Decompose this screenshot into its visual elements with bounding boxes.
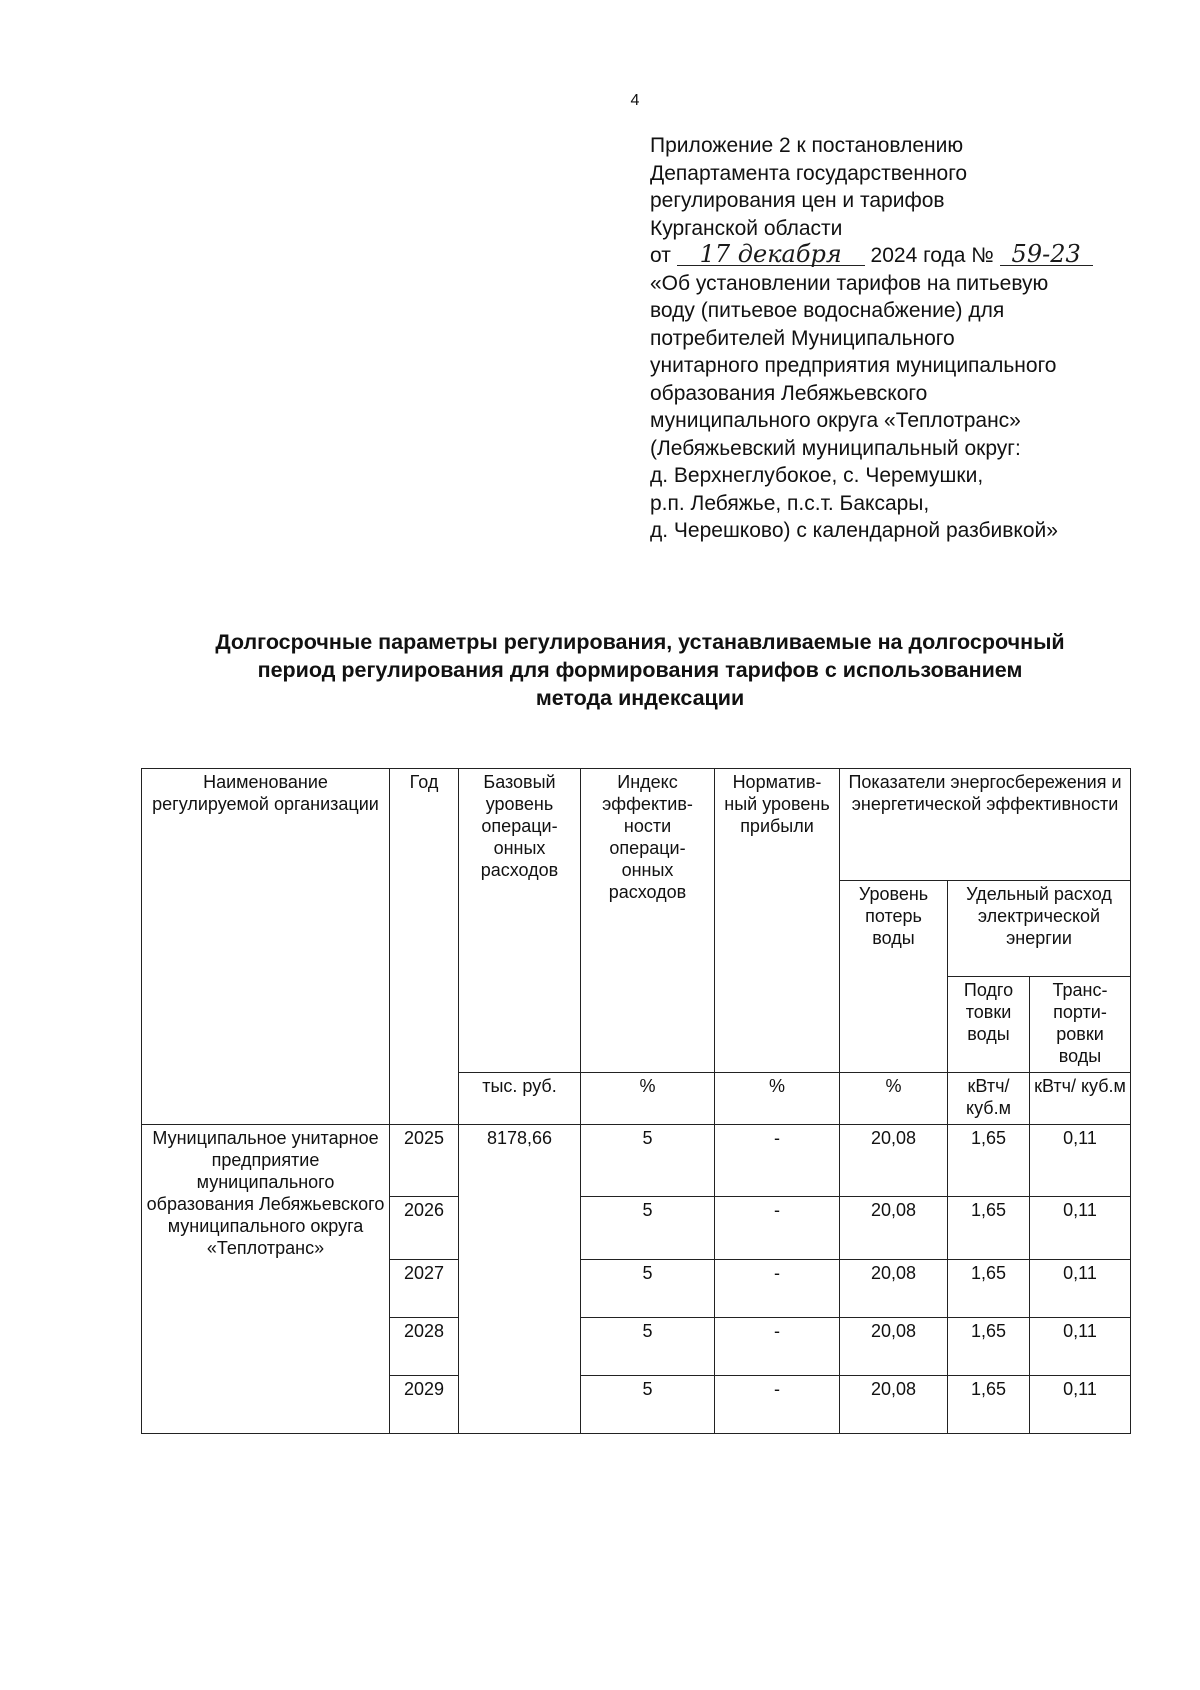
cell-transport: 0,11 [1030,1125,1131,1197]
title-line: метода индексации [535,686,745,710]
organization-name: Муниципальное унитарное предприятие муниципального образования Лебяжьевского муниципального округа «Теплотранс» [142,1125,390,1434]
header-profit-level: Норматив-ный уровень прибыли [715,769,840,1073]
unit-profit-level: % [715,1073,840,1125]
cell-year: 2025 [390,1125,459,1197]
appendix-line: д. Черешково) с календарной разбивкой» [650,519,1058,542]
table-row [142,1125,1131,1197]
cell-prep: 1,65 [948,1318,1030,1376]
cell-base-level: 8178,66 [459,1125,581,1434]
cell-index: 5 [581,1260,715,1318]
appendix-line: воду (питьевое водоснабжение) для [650,299,1005,322]
cell-prep: 1,65 [948,1376,1030,1434]
cell-profit: - [715,1125,840,1197]
cell-transport: 0,11 [1030,1197,1131,1260]
year-text: 2024 года № [870,244,994,267]
cell-index: 5 [581,1197,715,1260]
cell-year: 2027 [390,1260,459,1318]
appendix-line: «Об установлении тарифов на питьевую [650,271,1049,295]
cell-prep: 1,65 [948,1197,1030,1260]
header-efficiency-index: Индекс эффектив-ности операци-онных расходов [581,769,715,1073]
unit-transportation: кВтч/ куб.м [1030,1073,1131,1125]
cell-prep: 1,65 [948,1125,1030,1197]
appendix-line: Департамента государственного [650,161,968,185]
cell-profit: - [715,1260,840,1318]
cell-transport: 0,11 [1030,1318,1131,1376]
header-org: Наименование регулируемой организации [142,769,390,1125]
cell-profit: - [715,1376,840,1434]
header-year: Год [390,769,459,1125]
handwritten-number: 59-23 [1000,243,1093,266]
appendix-line: образования Лебяжьевского [650,381,928,405]
from-prefix: от [650,244,671,267]
cell-loss: 20,08 [840,1318,948,1376]
cell-year: 2028 [390,1318,459,1376]
appendix-line: Приложение 2 к постановлению [650,134,964,157]
cell-year: 2029 [390,1376,459,1434]
appendix-line: регулирования цен и тарифов [650,189,945,212]
unit-efficiency-index: % [581,1073,715,1125]
cell-loss: 20,08 [840,1197,948,1260]
cell-index: 5 [581,1376,715,1434]
cell-transport: 0,11 [1030,1376,1131,1434]
header-electricity-rate: Удельный расход электрической энергии [948,881,1131,977]
handwritten-date: 17 декабря [677,243,865,266]
appendix-line: муниципального округа «Теплотранс» [650,409,1021,432]
appendix-date-line [650,242,1160,270]
page-number: 4 [630,92,640,109]
title-line: период регулирования для формирования тарифов с использованием [257,658,1023,682]
title-line: Долгосрочные параметры регулирования, устанавливаемые на долгосрочный [215,630,1065,654]
unit-preparation: кВтч/ куб.м [948,1073,1030,1125]
cell-loss: 20,08 [840,1376,948,1434]
parameters-table [141,768,1131,1434]
cell-year: 2026 [390,1197,459,1260]
unit-water-loss: % [840,1073,948,1125]
cell-loss: 20,08 [840,1125,948,1197]
header-preparation: Подго товки воды [948,977,1030,1073]
header-water-loss: Уровень потерь воды [840,881,948,1073]
cell-transport: 0,11 [1030,1260,1131,1318]
appendix-line: потребителей Муниципального [650,326,955,350]
header-energy-indicators: Показатели энергосбережения и энергетической эффективности [840,769,1131,881]
unit-base-level: тыс. руб. [459,1073,581,1125]
appendix-line: (Лебяжьевский муниципальный округ: [650,436,1021,460]
cell-profit: - [715,1197,840,1260]
header-transportation: Транс-порти-ровки воды [1030,977,1131,1073]
appendix-line: р.п. Лебяжье, п.с.т. Баксары, [650,491,930,515]
cell-prep: 1,65 [948,1260,1030,1318]
cell-profit: - [715,1318,840,1376]
header-base-level: Базовый уровень операци-онных расходов [459,769,581,1073]
appendix-line: унитарного предприятия муниципального [650,354,1057,377]
cell-index: 5 [581,1318,715,1376]
cell-index: 5 [581,1125,715,1197]
cell-loss: 20,08 [840,1260,948,1318]
appendix-line: д. Верхнеглубокое, с. Черемушки, [650,464,984,487]
document-title [110,628,1170,712]
appendix-block [650,132,1160,545]
appendix-line: Курганской области [650,216,843,240]
